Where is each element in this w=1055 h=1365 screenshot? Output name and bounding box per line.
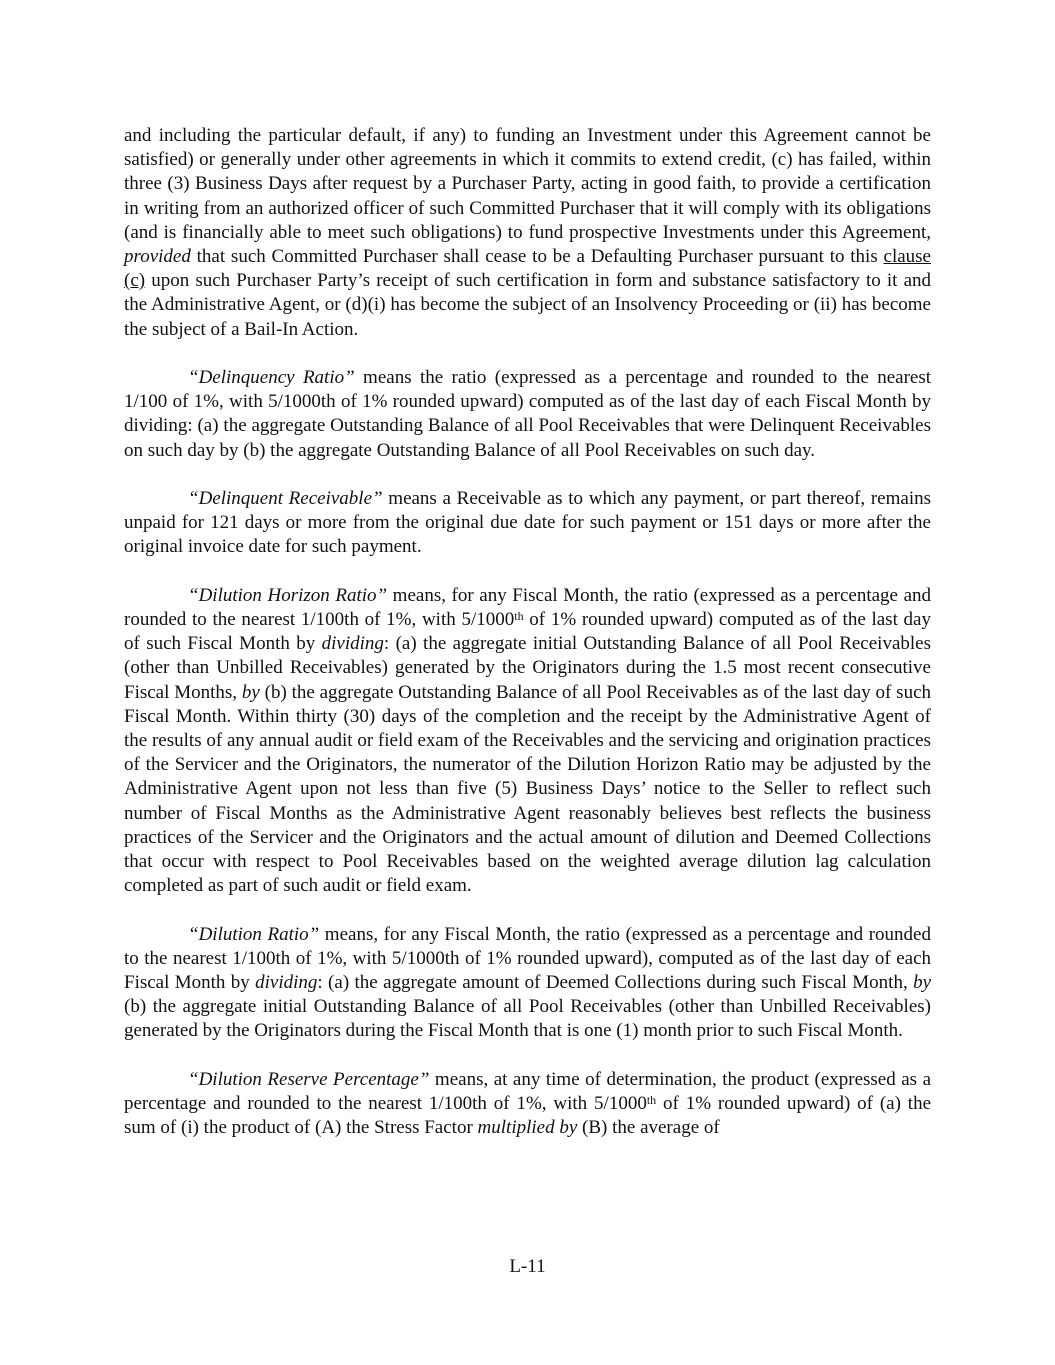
definition-dilution-horizon-ratio	[124, 584, 931, 899]
emphasis: provided	[124, 246, 191, 268]
text: upon such Purchaser Party’s receipt of such certification in form and substance satisfactory to it and the Administrative Agent, or (d)(i) has become the subject of an Insolvency Proceeding or (ii) has become the subject of a Bail-In Action.	[124, 270, 931, 340]
defined-term: “Delinquent Receivable”	[188, 488, 383, 510]
definition-text: : (a) the aggregate initial Outstanding Balance of all Pool Receivables (other than Unbilled Receivables) generated by the Originators during the 1.5 most recent consecutive Fiscal Months,	[124, 633, 931, 703]
defined-term: “Dilution Horizon Ratio”	[188, 584, 388, 606]
definition-text: of 1% rounded upward) computed as of the last day of such Fiscal Month by	[124, 609, 931, 655]
definition-text: means, at any time of determination, the product (expressed as a percentage and rounded to the nearest 1/100th of 1%, with 5/1000	[124, 1068, 932, 1115]
emphasis: multiplied by	[477, 1117, 578, 1139]
emphasis: by	[241, 681, 260, 703]
definition-text: (b) the aggregate initial Outstanding Balance of all Pool Receivables (other than Unbilled Receivables) generated by the Originators during the Fiscal Month that is one (1) month prior to such Fiscal Month.	[124, 996, 931, 1042]
emphasis: dividing	[255, 972, 318, 994]
document-body	[124, 124, 931, 1165]
page-number: L-11	[509, 1256, 546, 1277]
definition-text: (B) the average of	[577, 1117, 720, 1139]
paragraph-defaulting-purchaser-continued	[124, 124, 931, 342]
superscript: th	[514, 609, 524, 624]
text: that such Committed Purchaser shall cease to be a Defaulting Purchaser pursuant to this	[190, 246, 884, 268]
superscript: th	[646, 1093, 657, 1108]
definition-delinquent-receivable	[124, 487, 931, 560]
definition-text: means the ratio (expressed as a percentage and rounded to the nearest 1/100 of 1%, with 5/1000th of 1% rounded upward) computed as of the last day of each Fiscal Month by dividing: (a) the aggregate Outstanding Balance of all Pool Receivables that were Delinquent Receivables on such day by (b) the aggregate Outstanding Balance of all Pool Receivables on such day.	[124, 367, 931, 461]
definition-text: means, for any Fiscal Month, the ratio (expressed as a percentage and rounded to the nearest 1/100th of 1%, with 5/1000	[124, 584, 932, 631]
definition-text: means, for any Fiscal Month, the ratio (expressed as a percentage and rounded to the nearest 1/100th of 1%, with 5/1000th of 1% rounded upward), computed as of the last day of each Fiscal Month by	[124, 923, 931, 994]
definition-text: of 1% rounded upward) of (a) the sum of (i) the product of (A) the Stress Factor	[124, 1093, 931, 1139]
emphasis: dividing	[321, 633, 384, 655]
emphasis: by	[913, 972, 931, 994]
defined-term: “Dilution Reserve Percentage”	[188, 1068, 430, 1090]
definition-text: (b) the aggregate Outstanding Balance of all Pool Receivables as of the last day of such Fiscal Month. Within thirty (30) days of the completion and the receipt by the Administrative Agent of the results of any annual audit or field exam of the Receivables and the servicing and origination practices of the Servicer and the Originators, the numerator of the Dilution Horizon Ratio may be adjusted by the Administrative Agent upon not less than five (5) Business Days’ notice to the Seller to reflect such number of Fiscal Months as the Administrative Agent reasonably believes best reflects the business practices of the Servicer and the Originators and the actual amount of dilution and Deemed Collections that occur with respect to Pool Receivables based on the weighted average dilution lag calculation completed as part of such audit or field exam.	[124, 681, 932, 897]
defined-term: “Dilution Ratio”	[188, 923, 320, 945]
definition-text: : (a) the aggregate amount of Deemed Collections during such Fiscal Month,	[317, 972, 914, 994]
definition-delinquency-ratio	[124, 366, 931, 463]
definition-text: means a Receivable as to which any payment, or part thereof, remains unpaid for 121 days or more from the original due date for such payment or 151 days or more after the original invoice date for such payment.	[124, 488, 932, 558]
defined-term: “Delinquency Ratio”	[188, 367, 355, 389]
clause-reference: clause (c)	[124, 246, 931, 292]
definition-dilution-reserve-percentage	[124, 1068, 931, 1141]
text: and including the particular default, if any) to funding an Investment under this Agreement cannot be satisfied) or generally under other agreements in which it commits to extend credit, (c) has failed, within three (3) Business Days after request by a Purchaser Party, acting in good faith, to provide a certification in writing from an authorized officer of such Committed Purchaser that it will comply with its obligations (and is financially able to meet such obligations) to fund prospective Investments under this Agreement,	[124, 125, 931, 243]
definition-dilution-ratio	[124, 923, 931, 1044]
